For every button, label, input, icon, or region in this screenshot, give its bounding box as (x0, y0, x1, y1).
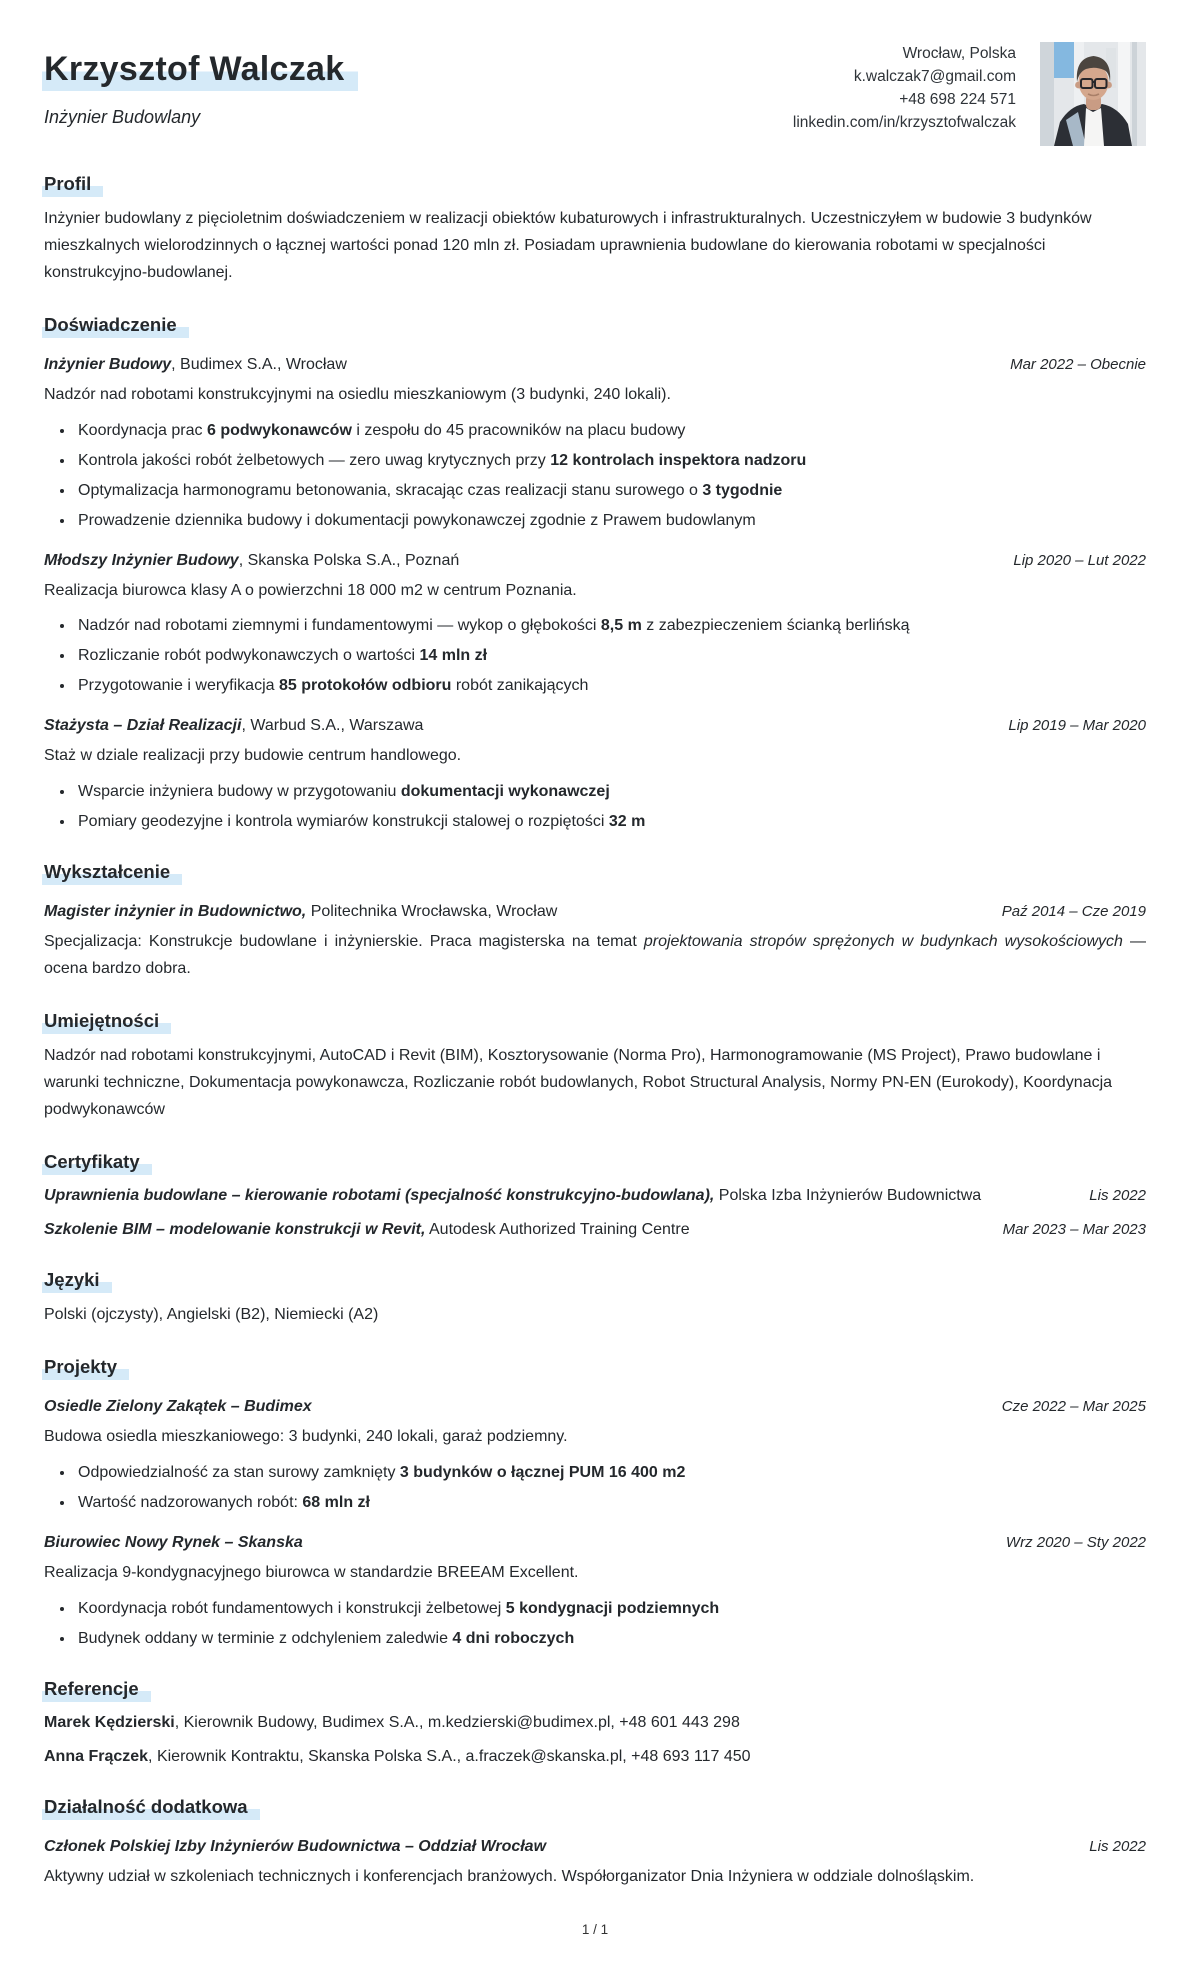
section-umiejetnosci (44, 1009, 1146, 1124)
text-segment: Koordynacja prac (78, 421, 207, 439)
section-jezyki (44, 1268, 1146, 1329)
text-segment: Biurowiec Nowy Rynek – Skanska (44, 1533, 303, 1551)
section-wyksztalcenie (44, 860, 1146, 983)
entry-header (44, 1745, 1146, 1769)
bullet-item (75, 780, 1146, 804)
entry-date: Cze 2022 – Mar 2025 (1001, 1397, 1146, 1415)
header-identity (44, 42, 781, 128)
contact-location: Wrocław, Polska (902, 45, 1016, 62)
bullet-list (44, 1461, 1146, 1515)
entry-title (44, 1531, 982, 1555)
entry (44, 900, 1146, 983)
section-title-row (44, 860, 1146, 884)
section-dzialalnosc-dodatkowa (44, 1795, 1146, 1891)
text-segment: Nadzór nad robotami konstrukcyjnymi na osiedlu mieszkaniowym (3 budynki, 240 lokali). (44, 385, 671, 403)
text-segment: 14 mln zł (419, 647, 488, 665)
entry-header (44, 549, 1146, 573)
text-segment: Szkolenie BIM – modelowanie konstrukcji w Revit, (44, 1220, 426, 1238)
entry-date: Lip 2019 – Mar 2020 (1008, 717, 1146, 735)
section-title-row (44, 1150, 1146, 1174)
entry-date: Paź 2014 – Cze 2019 (1001, 903, 1146, 921)
section-title-row (44, 1268, 1146, 1292)
text-segment: Optymalizacja harmonogramu betonowania, skracając czas realizacji stanu surowego o (78, 481, 703, 499)
bullet-item (75, 509, 1146, 533)
contact-linkedin: linkedin.com/in/krzysztofwalczak (792, 113, 1016, 131)
entry-date: Lip 2020 – Lut 2022 (1013, 551, 1146, 569)
text-segment: Przygotowanie i weryfikacja (78, 677, 279, 695)
text-segment: , Kierownik Budowy, Budimex S.A., m.kedzierski@budimex.pl, +48 601 443 298 (174, 1713, 740, 1731)
entry (44, 1531, 1146, 1651)
cv-header (44, 42, 1146, 146)
bullet-list (44, 1597, 1146, 1651)
section-title: Certyfikaty (42, 1151, 152, 1175)
section-title-row (44, 172, 1146, 196)
text-segment: robót zanikających (451, 677, 589, 695)
profil-text: Inżynier budowlany z pięcioletnim doświadczeniem w realizacji obiektów kubaturowych i infrastrukturalnych. Uczestniczyłem w budowie 3 budynków mieszkalnych wielorodzinnych o łącznej wartości ponad 120 mln zł. Posiadam uprawnienia budowlane do kierowania robotami w specjalności konstrukcyjno-budowlanej. (44, 210, 1092, 281)
section-title-row (44, 1009, 1146, 1033)
section-title: Referencje (42, 1678, 151, 1702)
bullet-item (75, 674, 1146, 698)
text-segment: projektowania stropów sprężonych w budynkach wysokościowych (643, 933, 1123, 951)
entry-header (44, 1711, 1146, 1735)
text-segment: Politechnika Wrocławska, Wrocław (306, 903, 558, 921)
entry-title (44, 1745, 1146, 1769)
text-segment: dokumentacji wykonawczej (400, 783, 610, 801)
entry-header (44, 714, 1146, 738)
entry-title (44, 900, 978, 924)
text-segment: 32 m (608, 813, 646, 831)
bullet-item (75, 810, 1146, 834)
bullet-item (75, 1461, 1146, 1485)
entry-description (44, 1424, 1146, 1451)
bullet-list (44, 419, 1146, 533)
section-title: Wykształcenie (42, 861, 182, 885)
entry-date: Wrz 2020 – Sty 2022 (1005, 1533, 1146, 1551)
text-segment: Rozliczanie robót podwykonawczych o wartości (78, 647, 420, 665)
entry (44, 714, 1146, 834)
bullet-item (75, 644, 1146, 668)
text-segment: Aktywny udział w szkoleniach technicznych i konferencjach branżowych. Współorganizator Dnia Inżyniera w oddziale dolnośląskim. (44, 1867, 975, 1885)
text-segment: , Skanska Polska S.A., Poznań (238, 551, 460, 569)
section-title: Profil (42, 173, 103, 197)
bullet-item (75, 1597, 1146, 1621)
entry (44, 1711, 1146, 1735)
profile-photo (1040, 42, 1146, 146)
candidate-name: Krzysztof Walczak (42, 50, 358, 91)
section-title: Umiejętności (42, 1010, 171, 1034)
entry (44, 353, 1146, 533)
text-segment: Stażysta – Dział Realizacji (44, 717, 242, 735)
text-segment: , Budimex S.A., Wrocław (171, 355, 347, 373)
text-segment: Pomiary geodezyjne i kontrola wymiarów konstrukcji stalowej o rozpiętości (78, 813, 609, 831)
text-segment: Prowadzenie dziennika budowy i dokumentacji powykonawczej zgodnie z Prawem budowlanym (78, 511, 756, 529)
entry-description (44, 1864, 1146, 1891)
contact-block (793, 43, 1016, 135)
text-segment: Wartość nadzorowanych robót: (78, 1493, 303, 1511)
bullet-item (75, 614, 1146, 638)
text-segment: Wsparcie inżyniera budowy w przygotowaniu (78, 783, 401, 801)
text-segment: 6 podwykonawców (206, 421, 352, 439)
text-segment: Specjalizacja: Konstrukcje budowlane i inżynierskie. Praca magisterska na temat (44, 933, 644, 951)
text-segment: Członek Polskiej Izby Inżynierów Budownictwa – Oddział Wrocław (44, 1837, 547, 1855)
text-segment: , Kierownik Kontraktu, Skanska Polska S.A., a.fraczek@skanska.pl, +48 693 117 450 (148, 1747, 751, 1765)
text-segment: Magister inżynier in Budownictwo, (44, 903, 307, 921)
section-title: Działalność dodatkowa (42, 1796, 260, 1820)
entry-header (44, 1395, 1146, 1419)
text-segment: Realizacja biurowca klasy A o powierzchni 18 000 m2 w centrum Poznania. (44, 581, 577, 599)
contact-email: k.walczak7@gmail.com (853, 67, 1016, 85)
section-certyfikaty (44, 1150, 1146, 1242)
entry-title (44, 1184, 1065, 1208)
text-segment: 12 kontrolach inspektora nadzoru (550, 451, 807, 469)
section-title-row (44, 313, 1146, 337)
entry-description (44, 578, 1146, 605)
text-segment: 85 protokołów odbioru (278, 677, 452, 695)
entry-date: Lis 2022 (1089, 1837, 1146, 1855)
entry-date: Lis 2022 (1089, 1186, 1146, 1204)
entry-title (44, 1395, 978, 1419)
contact-phone: +48 698 224 571 (899, 90, 1016, 108)
text-segment: Budynek oddany w terminie z odchyleniem zaledwie (78, 1629, 453, 1647)
text-segment: i zespołu do 45 pracowników na placu budowy (351, 421, 686, 439)
entry-date: Mar 2023 – Mar 2023 (1002, 1220, 1146, 1238)
text-segment: — ocena bardzo dobra. (44, 933, 1147, 978)
page-number: 1 / 1 (581, 1921, 609, 1937)
entry-title (44, 1218, 979, 1242)
section-doswiadczenie (44, 313, 1146, 835)
section-profil (44, 172, 1146, 287)
text-segment: Realizacja 9-kondygnacyjnego biurowca w standardzie BREEAM Excellent. (44, 1563, 579, 1581)
text-segment: Inżynier Budowy (44, 355, 172, 373)
jezyki-text: Polski (ojczysty), Angielski (B2), Niemiecki (A2) (44, 1305, 379, 1323)
text-segment: 3 tygodnie (702, 481, 783, 499)
entry-title (44, 353, 986, 377)
section-projekty (44, 1355, 1146, 1651)
text-segment: Kontrola jakości robót żelbetowych — zero uwag krytycznych przy (78, 451, 551, 469)
section-title: Doświadczenie (42, 314, 189, 338)
text-segment: Koordynacja robót fundamentowych i konstrukcji żelbetowej (78, 1599, 506, 1617)
entry-title (44, 1711, 1146, 1735)
section-title-row (44, 1355, 1146, 1379)
entry-description (44, 743, 1146, 770)
bullet-item (75, 419, 1146, 443)
profile-photo-illustration (1040, 42, 1146, 146)
text-segment: Marek Kędzierski (44, 1713, 175, 1731)
bullet-item (75, 479, 1146, 503)
entry (44, 1395, 1146, 1515)
text-segment: Uprawnienia budowlane – kierowanie robotami (specjalność konstrukcyjno-budowlana), (44, 1186, 715, 1204)
text-segment: 5 kondygnacji podziemnych (505, 1599, 720, 1617)
text-segment: , Warbud S.A., Warszawa (241, 717, 424, 735)
text-segment: 8,5 m (600, 617, 642, 635)
entry-title (44, 1835, 1065, 1859)
entry-header (44, 1218, 1146, 1242)
entry (44, 1184, 1146, 1208)
entry (44, 1745, 1146, 1769)
section-referencje (44, 1677, 1146, 1769)
entry (44, 1218, 1146, 1242)
text-segment: 3 budynków o łącznej PUM 16 400 m2 (399, 1463, 686, 1481)
text-segment: Nadzór nad robotami ziemnymi i fundamentowymi — wykop o głębokości (78, 617, 601, 635)
entry-description (44, 1560, 1146, 1587)
bullet-item (75, 1491, 1146, 1515)
entry-header (44, 1184, 1146, 1208)
sections (44, 172, 1146, 1891)
bullet-item (75, 449, 1146, 473)
bullet-list (44, 780, 1146, 834)
text-segment: Osiedle Zielony Zakątek – Budimex (44, 1397, 312, 1415)
entry (44, 549, 1146, 699)
entry-header (44, 900, 1146, 924)
section-title-row (44, 1677, 1146, 1701)
bullet-list (44, 614, 1146, 698)
text-segment: Autodesk Authorized Training Centre (425, 1220, 690, 1238)
entry-header (44, 353, 1146, 377)
bullet-item (75, 1627, 1146, 1651)
entry-description (44, 929, 1146, 983)
entry-title (44, 714, 984, 738)
entry-header (44, 1835, 1146, 1859)
entry-header (44, 1531, 1146, 1555)
entry-title (44, 549, 989, 573)
text-segment: Staż w dziale realizacji przy budowie centrum handlowego. (44, 747, 462, 765)
text-segment: z zabezpieczeniem ścianką berlińską (641, 617, 910, 635)
text-segment: Odpowiedzialność za stan surowy zamknięty (78, 1463, 400, 1481)
section-title: Projekty (42, 1356, 129, 1380)
text-segment: 4 dni roboczych (452, 1629, 575, 1647)
section-title-row (44, 1795, 1146, 1819)
text-segment: Młodszy Inżynier Budowy (44, 551, 239, 569)
entry-description (44, 382, 1146, 409)
text-segment: Anna Frączek (44, 1747, 149, 1765)
section-title: Języki (42, 1269, 112, 1293)
text-segment: Budowa osiedla mieszkaniowego: 3 budynki, 240 lokali, garaż podziemny. (44, 1427, 568, 1445)
candidate-job-title: Inżynier Budowlany (44, 106, 201, 127)
text-segment: 68 mln zł (302, 1493, 370, 1511)
text-segment: Polska Izba Inżynierów Budownictwa (714, 1186, 982, 1204)
umiejetnosci-text: Nadzór nad robotami konstrukcyjnymi, AutoCAD i Revit (BIM), Kosztorysowanie (Norma Pro), Harmonogramowanie (MS Project), Prawo budowlane i warunki techniczne, Dokumentacja powykonawcza, Rozliczanie robót budowlanych, Robot Structural Analysis, Normy PN-EN (Eurokody), Koordynacja podwykonawców (44, 1047, 1113, 1118)
entry-date: Mar 2022 – Obecnie (1010, 355, 1146, 373)
entry (44, 1835, 1146, 1891)
